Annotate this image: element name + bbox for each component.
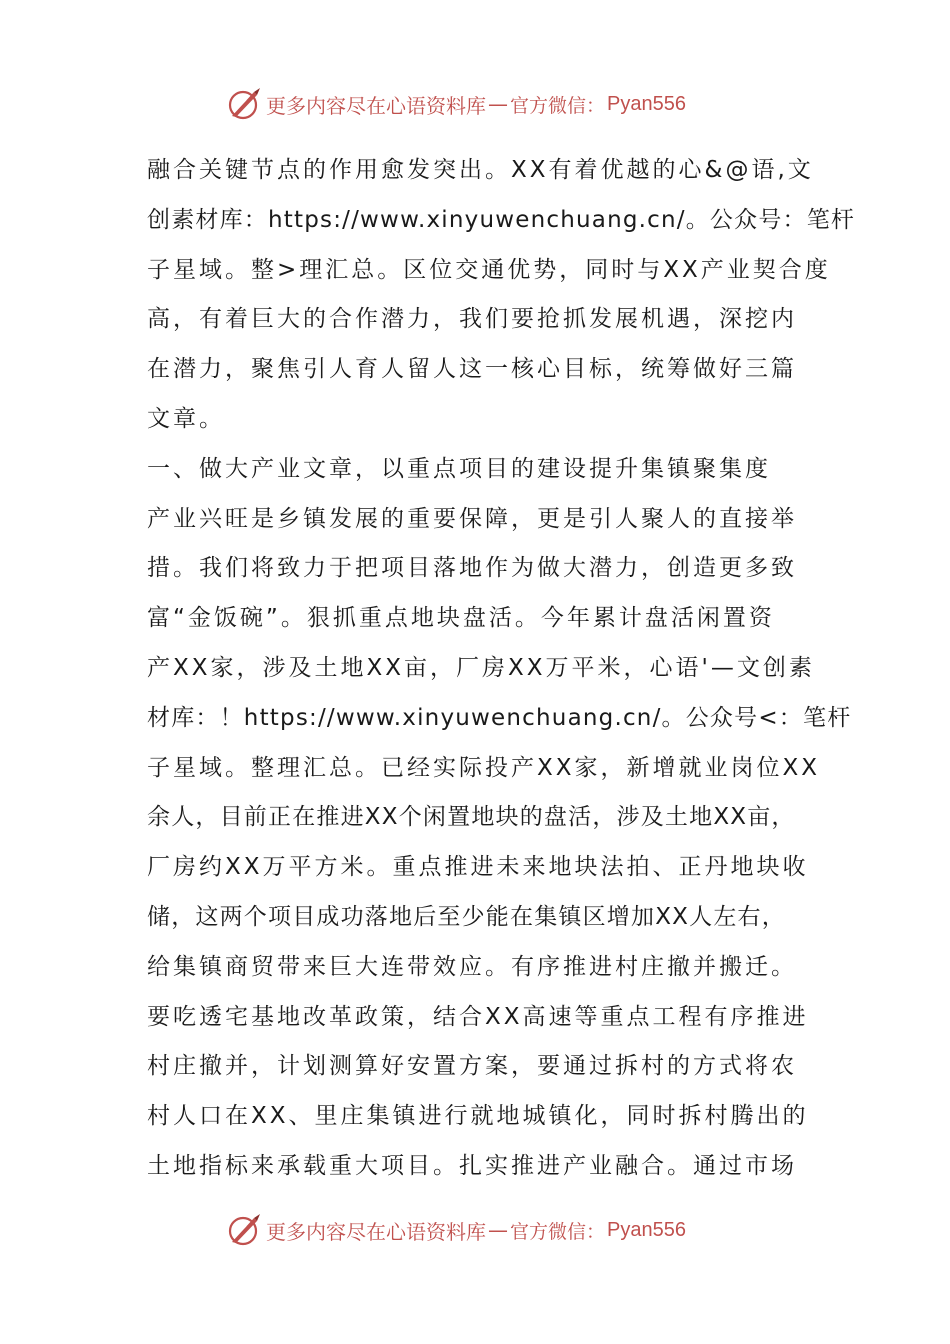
text-line: 余人，目前正在推进XX个闲置地块的盘活，涉及土地XX亩， bbox=[147, 804, 796, 831]
promo-text: 更多内容尽在心语资料库 bbox=[266, 93, 486, 118]
text-line: 村庄撤并，计划测算好安置方案，要通过拆村的方式将农 bbox=[147, 1053, 797, 1080]
text-line: 措。我们将致力于把项目落地作为做大潜力，创造更多致 bbox=[147, 555, 797, 582]
official-label: 官方微信： bbox=[510, 1220, 606, 1243]
text-line: 村人口在XX、里庄集镇进行就地城镇化，同时拆村腾出的 bbox=[147, 1103, 809, 1130]
section-heading: 一、做大产业文章，以重点项目的建设提升集镇聚集度 bbox=[147, 455, 771, 482]
text-line: 高，有着巨大的合作潜力，我们要抢抓发展机遇，深挖内 bbox=[147, 306, 797, 333]
document-body bbox=[147, 146, 856, 1192]
text-line: 富“金饭碗”。狠抓重点地块盘活。今年累计盘活闲置资 bbox=[147, 605, 775, 632]
wechat-id: Pyan556 bbox=[607, 1218, 686, 1241]
separator: — bbox=[488, 92, 508, 116]
text-line: 给集镇商贸带来巨大连带效应。有序推进村庄撤并搬迁。 bbox=[147, 953, 797, 980]
wechat-id: Pyan556 bbox=[607, 92, 686, 115]
promo-text: 更多内容尽在心语资料库 bbox=[266, 1219, 486, 1244]
text-line: 在潜力，聚焦引人育人留人这一核心目标，统筹做好三篇 bbox=[147, 356, 797, 383]
text-line: 储，这两个项目成功落地后至少能在集镇区增加XX人左右， bbox=[147, 903, 786, 930]
footer-banner bbox=[226, 1210, 686, 1250]
text-line: 厂房约XX万平方米。重点推进未来地块法拍、正丹地块收 bbox=[147, 854, 809, 881]
separator: — bbox=[488, 1218, 508, 1242]
text-line: 子星域。整>理汇总。区位交通优势，同时与XX产业契合度 bbox=[147, 256, 831, 283]
text-line: 文章。 bbox=[147, 405, 225, 432]
quill-pen-circle-icon bbox=[226, 86, 262, 122]
quill-pen-circle-icon bbox=[226, 1212, 262, 1248]
text-line: 产XX家，涉及土地XX亩，厂房XX万平米，心语'—文创素 bbox=[147, 654, 815, 681]
text-line: 子星域。整理汇总。已经实际投产XX家，新增就业岗位XX bbox=[147, 754, 821, 781]
official-label: 官方微信： bbox=[510, 94, 606, 117]
text-line: 创素材库：https://www.xinyuwenchuang.cn/。公众号：笔杆 bbox=[147, 206, 856, 233]
text-line: 材库：！https://www.xinyuwenchuang.cn/。公众号<：笔杆 bbox=[147, 704, 852, 731]
header-banner bbox=[226, 84, 686, 124]
text-line: 要吃透宅基地改革政策，结合XX高速等重点工程有序推进 bbox=[147, 1003, 809, 1030]
text-line: 融合关键节点的作用愈发突出。XX有着优越的心&@语,文 bbox=[147, 157, 814, 183]
text-line: 土地指标来承载重大项目。扎实推进产业融合。通过市场 bbox=[147, 1152, 797, 1179]
text-line: 产业兴旺是乡镇发展的重要保障，更是引人聚人的直接举 bbox=[147, 505, 797, 532]
